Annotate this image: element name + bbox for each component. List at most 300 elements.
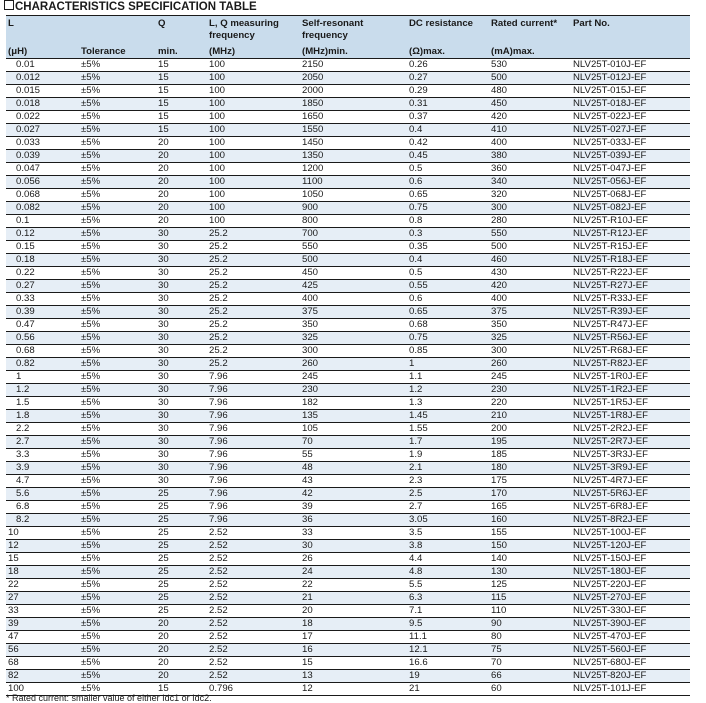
cell-part-no: NLV25T-033J-EF (571, 137, 690, 150)
cell-dc-resistance: 1.3 (407, 397, 489, 410)
cell-rated-current: 480 (489, 85, 571, 98)
cell-q-min: 15 (156, 85, 207, 98)
cell-self-resonant-frequency: 48 (300, 462, 407, 475)
cell-q-min: 25 (156, 592, 207, 605)
cell-inductance: 0.15 (6, 241, 79, 254)
cell-rated-current: 155 (489, 527, 571, 540)
table-row (6, 397, 690, 410)
cell-dc-resistance: 1.9 (407, 449, 489, 462)
cell-measuring-frequency: 100 (207, 85, 300, 98)
table-row (6, 176, 690, 189)
cell-q-min: 25 (156, 540, 207, 553)
cell-q-min: 20 (156, 137, 207, 150)
cell-part-no: NLV25T-R12J-EF (571, 228, 690, 241)
table-row (6, 462, 690, 475)
cell-measuring-frequency: 7.96 (207, 514, 300, 527)
cell-self-resonant-frequency: 450 (300, 267, 407, 280)
cell-tolerance: ±5% (79, 644, 156, 657)
cell-measuring-frequency: 2.52 (207, 540, 300, 553)
cell-inductance: 2.7 (6, 436, 79, 449)
cell-rated-current: 420 (489, 111, 571, 124)
cell-q-min: 25 (156, 527, 207, 540)
cell-q-min: 30 (156, 475, 207, 488)
cell-self-resonant-frequency: 22 (300, 579, 407, 592)
footnote: * Rated current: smaller value of either Idc1 or Idc2. (6, 693, 212, 703)
cell-q-min: 30 (156, 345, 207, 358)
cell-rated-current: 125 (489, 579, 571, 592)
cell-dc-resistance: 0.85 (407, 345, 489, 358)
cell-rated-current: 110 (489, 605, 571, 618)
checkbox-square-icon (4, 0, 14, 10)
cell-part-no: NLV25T-270J-EF (571, 592, 690, 605)
cell-q-min: 30 (156, 384, 207, 397)
cell-part-no: NLV25T-R15J-EF (571, 241, 690, 254)
cell-inductance: 0.018 (6, 98, 79, 111)
cell-rated-current: 410 (489, 124, 571, 137)
table-row (6, 85, 690, 98)
cell-dc-resistance: 1.45 (407, 410, 489, 423)
cell-measuring-frequency: 2.52 (207, 592, 300, 605)
cell-dc-resistance: 0.29 (407, 85, 489, 98)
cell-inductance: 22 (6, 579, 79, 592)
cell-part-no: NLV25T-R39J-EF (571, 306, 690, 319)
cell-rated-current: 160 (489, 514, 571, 527)
cell-rated-current: 140 (489, 553, 571, 566)
cell-self-resonant-frequency: 1350 (300, 150, 407, 163)
cell-tolerance: ±5% (79, 410, 156, 423)
cell-dc-resistance: 0.6 (407, 293, 489, 306)
cell-part-no: NLV25T-R47J-EF (571, 319, 690, 332)
cell-inductance: 47 (6, 631, 79, 644)
cell-tolerance: ±5% (79, 436, 156, 449)
cell-rated-current: 375 (489, 306, 571, 319)
cell-rated-current: 165 (489, 501, 571, 514)
cell-rated-current: 420 (489, 280, 571, 293)
cell-dc-resistance: 1.7 (407, 436, 489, 449)
cell-q-min: 20 (156, 618, 207, 631)
cell-q-min: 20 (156, 202, 207, 215)
table-row (6, 501, 690, 514)
cell-dc-resistance: 1.2 (407, 384, 489, 397)
cell-inductance: 15 (6, 553, 79, 566)
cell-rated-current: 115 (489, 592, 571, 605)
cell-part-no: NLV25T-056J-EF (571, 176, 690, 189)
cell-dc-resistance: 9.5 (407, 618, 489, 631)
cell-inductance: 0.068 (6, 189, 79, 202)
cell-rated-current: 320 (489, 189, 571, 202)
cell-self-resonant-frequency: 26 (300, 553, 407, 566)
cell-part-no: NLV25T-1R8J-EF (571, 410, 690, 423)
cell-inductance: 56 (6, 644, 79, 657)
cell-inductance: 0.12 (6, 228, 79, 241)
cell-part-no: NLV25T-4R7J-EF (571, 475, 690, 488)
cell-rated-current: 150 (489, 540, 571, 553)
cell-tolerance: ±5% (79, 501, 156, 514)
cell-measuring-frequency: 2.52 (207, 579, 300, 592)
cell-tolerance: ±5% (79, 605, 156, 618)
cell-q-min: 20 (156, 644, 207, 657)
cell-part-no: NLV25T-039J-EF (571, 150, 690, 163)
table-row (6, 618, 690, 631)
cell-rated-current: 75 (489, 644, 571, 657)
cell-part-no: NLV25T-R22J-EF (571, 267, 690, 280)
cell-rated-current: 400 (489, 293, 571, 306)
header-q: Q (158, 18, 166, 29)
cell-self-resonant-frequency: 1100 (300, 176, 407, 189)
cell-self-resonant-frequency: 1200 (300, 163, 407, 176)
cell-rated-current: 245 (489, 371, 571, 384)
cell-measuring-frequency: 7.96 (207, 371, 300, 384)
cell-self-resonant-frequency: 182 (300, 397, 407, 410)
cell-q-min: 25 (156, 566, 207, 579)
cell-inductance: 3.9 (6, 462, 79, 475)
table-row (6, 150, 690, 163)
cell-part-no: NLV25T-6R8J-EF (571, 501, 690, 514)
table-row (6, 124, 690, 137)
cell-dc-resistance: 0.5 (407, 163, 489, 176)
cell-self-resonant-frequency: 2150 (300, 59, 407, 72)
cell-measuring-frequency: 100 (207, 59, 300, 72)
cell-rated-current: 200 (489, 423, 571, 436)
header-dc-resistance: DC resistance (409, 18, 473, 29)
cell-rated-current: 360 (489, 163, 571, 176)
cell-tolerance: ±5% (79, 85, 156, 98)
table-row (6, 371, 690, 384)
table-row (6, 579, 690, 592)
cell-tolerance: ±5% (79, 202, 156, 215)
cell-dc-resistance: 6.3 (407, 592, 489, 605)
cell-tolerance: ±5% (79, 670, 156, 683)
cell-inductance: 0.56 (6, 332, 79, 345)
table-row (6, 670, 690, 683)
cell-tolerance: ±5% (79, 98, 156, 111)
cell-q-min: 30 (156, 267, 207, 280)
cell-rated-current: 70 (489, 657, 571, 670)
cell-inductance: 12 (6, 540, 79, 553)
cell-part-no: NLV25T-010J-EF (571, 59, 690, 72)
cell-part-no: NLV25T-2R2J-EF (571, 423, 690, 436)
cell-measuring-frequency: 2.52 (207, 566, 300, 579)
cell-tolerance: ±5% (79, 228, 156, 241)
cell-self-resonant-frequency: 43 (300, 475, 407, 488)
cell-q-min: 25 (156, 553, 207, 566)
cell-part-no: NLV25T-R33J-EF (571, 293, 690, 306)
cell-part-no: NLV25T-820J-EF (571, 670, 690, 683)
cell-measuring-frequency: 7.96 (207, 501, 300, 514)
cell-dc-resistance: 2.3 (407, 475, 489, 488)
cell-inductance: 10 (6, 527, 79, 540)
table-body (6, 59, 690, 696)
cell-inductance: 6.8 (6, 501, 79, 514)
table-row (6, 475, 690, 488)
cell-self-resonant-frequency: 700 (300, 228, 407, 241)
cell-q-min: 25 (156, 605, 207, 618)
cell-self-resonant-frequency: 18 (300, 618, 407, 631)
cell-part-no: NLV25T-180J-EF (571, 566, 690, 579)
table-row (6, 358, 690, 371)
cell-q-min: 30 (156, 449, 207, 462)
cell-self-resonant-frequency: 375 (300, 306, 407, 319)
cell-measuring-frequency: 2.52 (207, 631, 300, 644)
cell-self-resonant-frequency: 230 (300, 384, 407, 397)
cell-part-no: NLV25T-027J-EF (571, 124, 690, 137)
cell-part-no: NLV25T-330J-EF (571, 605, 690, 618)
cell-tolerance: ±5% (79, 137, 156, 150)
cell-measuring-frequency: 2.52 (207, 670, 300, 683)
cell-inductance: 0.082 (6, 202, 79, 215)
cell-rated-current: 60 (489, 683, 571, 696)
cell-tolerance: ±5% (79, 371, 156, 384)
cell-tolerance: ±5% (79, 566, 156, 579)
cell-inductance: 68 (6, 657, 79, 670)
cell-measuring-frequency: 7.96 (207, 475, 300, 488)
cell-inductance: 0.01 (6, 59, 79, 72)
unit-rated-current: (mA)max. (491, 46, 535, 57)
cell-measuring-frequency: 100 (207, 163, 300, 176)
table-row (6, 527, 690, 540)
cell-tolerance: ±5% (79, 514, 156, 527)
cell-inductance: 3.3 (6, 449, 79, 462)
cell-tolerance: ±5% (79, 176, 156, 189)
cell-self-resonant-frequency: 425 (300, 280, 407, 293)
table-row (6, 72, 690, 85)
table-row (6, 59, 690, 72)
table-row (6, 410, 690, 423)
cell-part-no: NLV25T-470J-EF (571, 631, 690, 644)
cell-inductance: 0.012 (6, 72, 79, 85)
cell-q-min: 20 (156, 657, 207, 670)
cell-q-min: 30 (156, 462, 207, 475)
cell-inductance: 1.2 (6, 384, 79, 397)
cell-dc-resistance: 0.42 (407, 137, 489, 150)
cell-rated-current: 220 (489, 397, 571, 410)
cell-measuring-frequency: 100 (207, 189, 300, 202)
cell-tolerance: ±5% (79, 163, 156, 176)
cell-self-resonant-frequency: 16 (300, 644, 407, 657)
table-row (6, 215, 690, 228)
cell-tolerance: ±5% (79, 423, 156, 436)
cell-q-min: 20 (156, 631, 207, 644)
cell-rated-current: 500 (489, 241, 571, 254)
cell-inductance: 1.5 (6, 397, 79, 410)
cell-self-resonant-frequency: 21 (300, 592, 407, 605)
cell-q-min: 20 (156, 176, 207, 189)
table-row (6, 488, 690, 501)
cell-dc-resistance: 0.27 (407, 72, 489, 85)
table-row (6, 228, 690, 241)
cell-part-no: NLV25T-560J-EF (571, 644, 690, 657)
unit-q: min. (158, 46, 178, 57)
cell-rated-current: 170 (489, 488, 571, 501)
cell-self-resonant-frequency: 800 (300, 215, 407, 228)
cell-rated-current: 195 (489, 436, 571, 449)
cell-self-resonant-frequency: 12 (300, 683, 407, 696)
cell-inductance: 39 (6, 618, 79, 631)
cell-q-min: 30 (156, 319, 207, 332)
unit-dc-resistance: (Ω)max. (409, 46, 445, 57)
cell-tolerance: ±5% (79, 319, 156, 332)
cell-rated-current: 80 (489, 631, 571, 644)
cell-inductance: 0.18 (6, 254, 79, 267)
cell-measuring-frequency: 2.52 (207, 644, 300, 657)
cell-part-no: NLV25T-015J-EF (571, 85, 690, 98)
cell-inductance: 0.82 (6, 358, 79, 371)
header-part-no: Part No. (573, 18, 610, 29)
cell-q-min: 30 (156, 306, 207, 319)
cell-dc-resistance: 0.31 (407, 98, 489, 111)
cell-tolerance: ±5% (79, 579, 156, 592)
cell-part-no: NLV25T-022J-EF (571, 111, 690, 124)
cell-self-resonant-frequency: 15 (300, 657, 407, 670)
cell-part-no: NLV25T-047J-EF (571, 163, 690, 176)
cell-q-min: 30 (156, 241, 207, 254)
cell-dc-resistance: 2.5 (407, 488, 489, 501)
table-row (6, 423, 690, 436)
cell-self-resonant-frequency: 13 (300, 670, 407, 683)
cell-tolerance: ±5% (79, 267, 156, 280)
table-header (6, 16, 690, 59)
cell-self-resonant-frequency: 325 (300, 332, 407, 345)
cell-rated-current: 500 (489, 72, 571, 85)
cell-dc-resistance: 0.75 (407, 202, 489, 215)
cell-q-min: 30 (156, 436, 207, 449)
cell-measuring-frequency: 100 (207, 98, 300, 111)
cell-part-no: NLV25T-1R0J-EF (571, 371, 690, 384)
cell-q-min: 20 (156, 670, 207, 683)
table-row (6, 202, 690, 215)
table-row (6, 163, 690, 176)
cell-part-no: NLV25T-1R2J-EF (571, 384, 690, 397)
cell-self-resonant-frequency: 1050 (300, 189, 407, 202)
cell-rated-current: 90 (489, 618, 571, 631)
cell-inductance: 0.022 (6, 111, 79, 124)
table-row (6, 189, 690, 202)
cell-self-resonant-frequency: 550 (300, 241, 407, 254)
cell-measuring-frequency: 100 (207, 176, 300, 189)
cell-self-resonant-frequency: 900 (300, 202, 407, 215)
cell-q-min: 30 (156, 280, 207, 293)
cell-inductance: 0.033 (6, 137, 79, 150)
cell-measuring-frequency: 25.2 (207, 319, 300, 332)
table-row (6, 137, 690, 150)
cell-q-min: 20 (156, 150, 207, 163)
header-tolerance: Tolerance (81, 46, 126, 57)
cell-inductance: 0.1 (6, 215, 79, 228)
table-row (6, 514, 690, 527)
cell-dc-resistance: 16.6 (407, 657, 489, 670)
cell-rated-current: 66 (489, 670, 571, 683)
cell-dc-resistance: 5.5 (407, 579, 489, 592)
table-row (6, 631, 690, 644)
cell-self-resonant-frequency: 1650 (300, 111, 407, 124)
cell-measuring-frequency: 25.2 (207, 280, 300, 293)
table-row (6, 241, 690, 254)
cell-rated-current: 300 (489, 202, 571, 215)
cell-q-min: 15 (156, 683, 207, 696)
header-row-1 (6, 16, 690, 45)
cell-tolerance: ±5% (79, 475, 156, 488)
cell-part-no: NLV25T-101J-EF (571, 683, 690, 696)
cell-tolerance: ±5% (79, 384, 156, 397)
cell-dc-resistance: 0.35 (407, 241, 489, 254)
cell-inductance: 18 (6, 566, 79, 579)
table-row (6, 657, 690, 670)
title-text: CHARACTERISTICS SPECIFICATION TABLE (15, 1, 257, 13)
header-rated-current: Rated current* (491, 18, 558, 29)
cell-self-resonant-frequency: 33 (300, 527, 407, 540)
cell-dc-resistance: 0.8 (407, 215, 489, 228)
table-row (6, 540, 690, 553)
cell-tolerance: ±5% (79, 150, 156, 163)
cell-rated-current: 340 (489, 176, 571, 189)
cell-dc-resistance: 0.4 (407, 124, 489, 137)
cell-rated-current: 550 (489, 228, 571, 241)
cell-self-resonant-frequency: 39 (300, 501, 407, 514)
cell-measuring-frequency: 25.2 (207, 332, 300, 345)
cell-inductance: 0.039 (6, 150, 79, 163)
cell-dc-resistance: 3.8 (407, 540, 489, 553)
cell-self-resonant-frequency: 105 (300, 423, 407, 436)
cell-measuring-frequency: 2.52 (207, 618, 300, 631)
cell-part-no: NLV25T-018J-EF (571, 98, 690, 111)
cell-inductance: 4.7 (6, 475, 79, 488)
cell-self-resonant-frequency: 1450 (300, 137, 407, 150)
cell-q-min: 25 (156, 514, 207, 527)
cell-measuring-frequency: 2.52 (207, 657, 300, 670)
cell-dc-resistance: 1.55 (407, 423, 489, 436)
cell-dc-resistance: 2.7 (407, 501, 489, 514)
cell-rated-current: 260 (489, 358, 571, 371)
cell-self-resonant-frequency: 1850 (300, 98, 407, 111)
cell-q-min: 30 (156, 397, 207, 410)
cell-self-resonant-frequency: 400 (300, 293, 407, 306)
unit-self-resonant-frequency: (MHz)min. (302, 46, 348, 57)
cell-rated-current: 230 (489, 384, 571, 397)
table-row (6, 592, 690, 605)
cell-self-resonant-frequency: 24 (300, 566, 407, 579)
cell-tolerance: ±5% (79, 358, 156, 371)
cell-measuring-frequency: 100 (207, 150, 300, 163)
cell-part-no: NLV25T-220J-EF (571, 579, 690, 592)
cell-q-min: 30 (156, 371, 207, 384)
cell-measuring-frequency: 7.96 (207, 462, 300, 475)
cell-measuring-frequency: 7.96 (207, 423, 300, 436)
cell-measuring-frequency: 7.96 (207, 436, 300, 449)
cell-inductance: 0.056 (6, 176, 79, 189)
cell-part-no: NLV25T-068J-EF (571, 189, 690, 202)
cell-self-resonant-frequency: 135 (300, 410, 407, 423)
cell-inductance: 1.8 (6, 410, 79, 423)
cell-inductance: 0.47 (6, 319, 79, 332)
cell-dc-resistance: 0.55 (407, 280, 489, 293)
header-inductance: L (8, 18, 14, 29)
cell-tolerance: ±5% (79, 293, 156, 306)
cell-dc-resistance: 0.6 (407, 176, 489, 189)
cell-dc-resistance: 4.8 (407, 566, 489, 579)
cell-part-no: NLV25T-1R5J-EF (571, 397, 690, 410)
cell-tolerance: ±5% (79, 488, 156, 501)
cell-rated-current: 380 (489, 150, 571, 163)
cell-self-resonant-frequency: 70 (300, 436, 407, 449)
table-row (6, 111, 690, 124)
cell-self-resonant-frequency: 350 (300, 319, 407, 332)
cell-dc-resistance: 0.68 (407, 319, 489, 332)
cell-dc-resistance: 3.05 (407, 514, 489, 527)
cell-measuring-frequency: 2.52 (207, 605, 300, 618)
cell-part-no: NLV25T-2R7J-EF (571, 436, 690, 449)
cell-tolerance: ±5% (79, 618, 156, 631)
cell-rated-current: 450 (489, 98, 571, 111)
